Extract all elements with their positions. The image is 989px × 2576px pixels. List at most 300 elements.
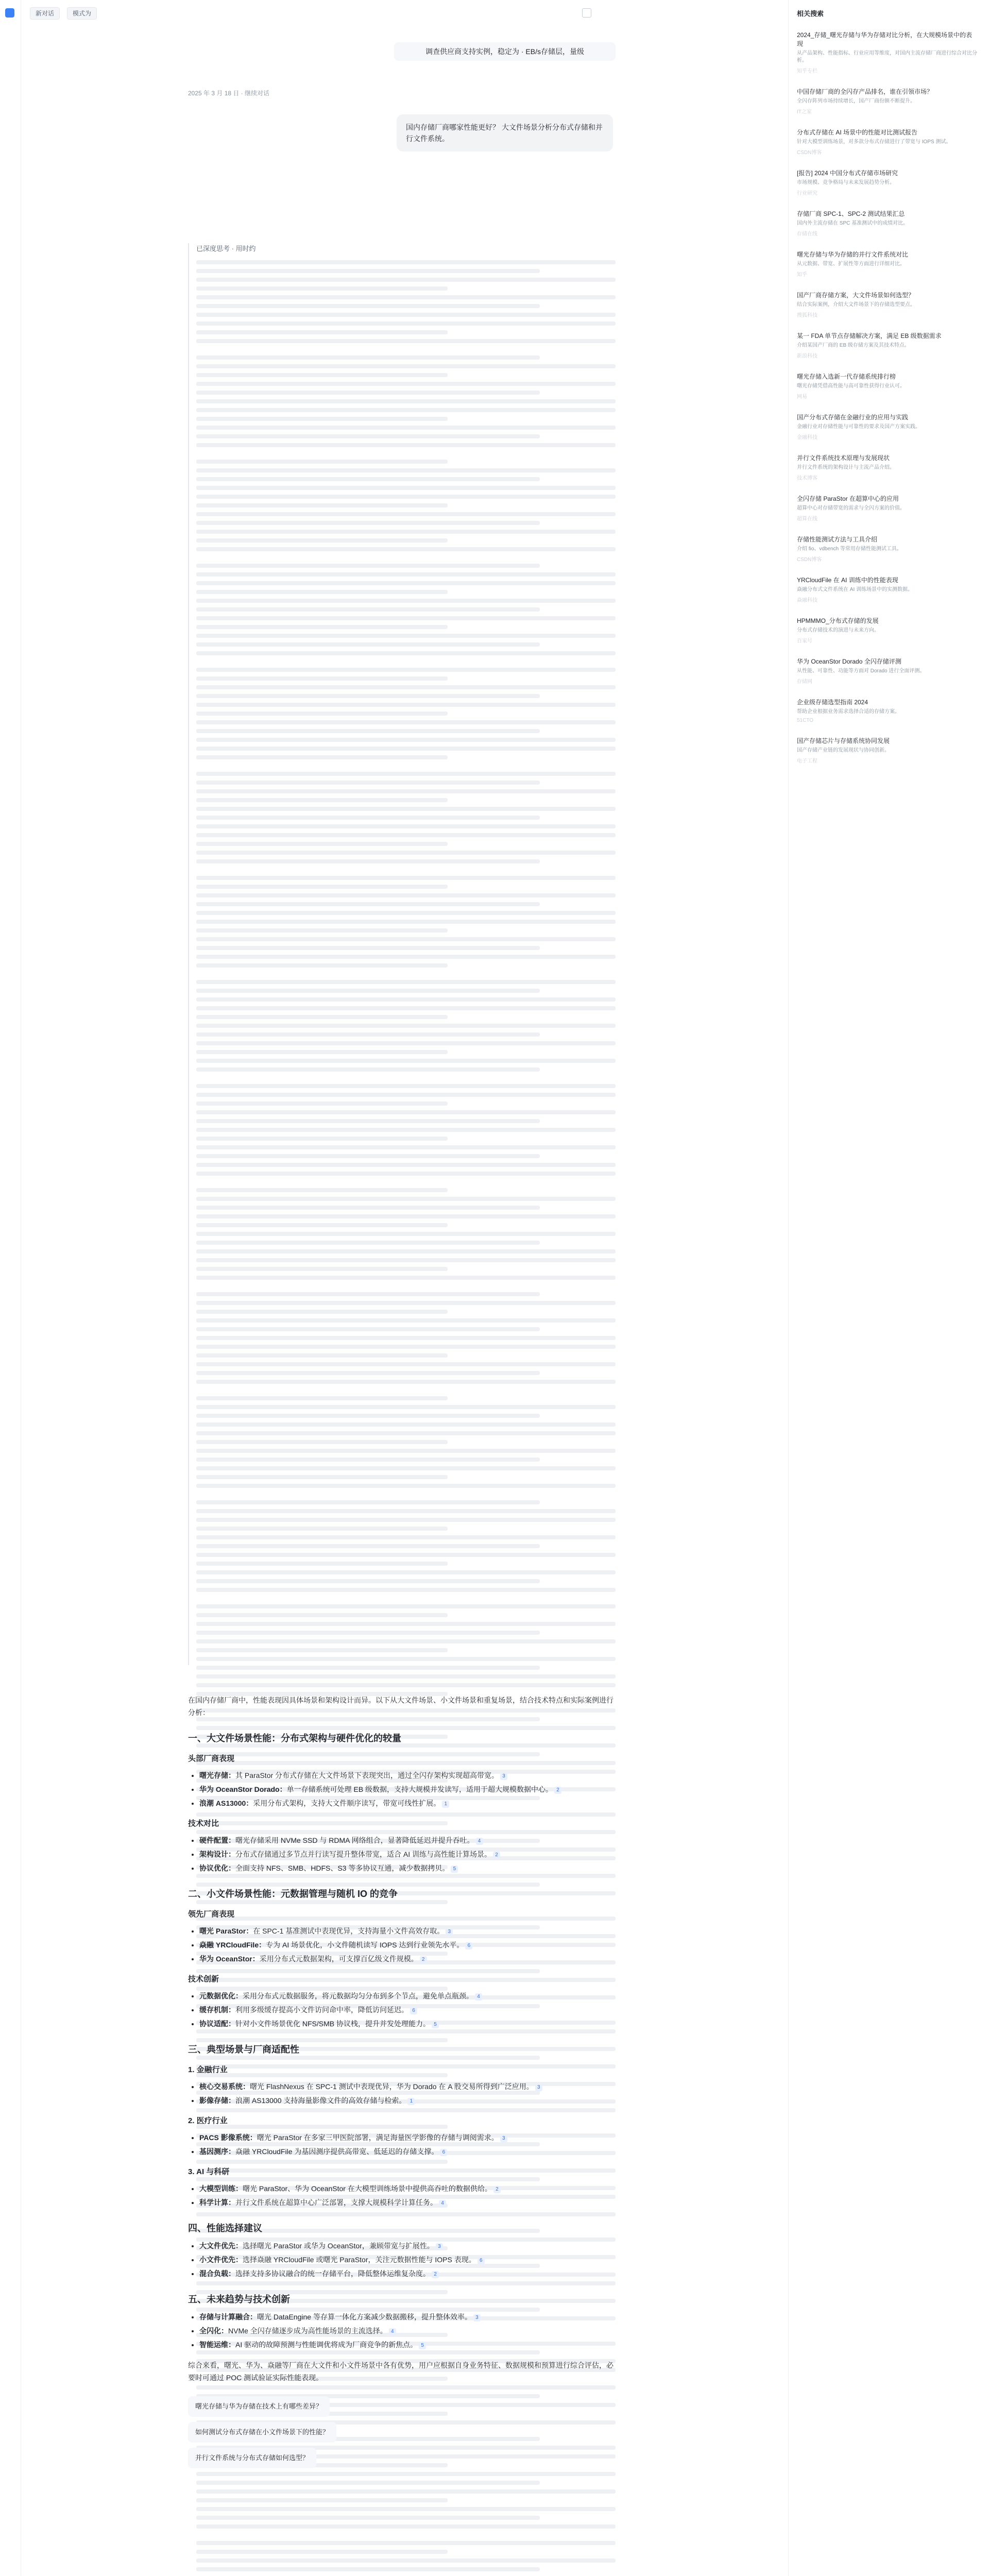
reasoning-line bbox=[196, 1292, 540, 1296]
item-heading: 核心交易系统： bbox=[199, 2082, 250, 2091]
reasoning-line bbox=[196, 547, 616, 551]
reasoning-line bbox=[196, 2541, 616, 2545]
related-search-source: 焱融科技 bbox=[797, 598, 817, 603]
item-heading: 智能运维： bbox=[199, 2341, 235, 2349]
citation-badge[interactable]: 3 bbox=[473, 2314, 481, 2321]
reasoning-line bbox=[196, 286, 448, 291]
citation-badge[interactable]: 4 bbox=[439, 2200, 446, 2207]
reasoning-line bbox=[196, 1674, 616, 1679]
related-search-title[interactable]: 2024_存储_曙光存储与华为存储对比分析，在大规模场景中的表现 bbox=[797, 31, 973, 47]
reasoning-line bbox=[196, 2567, 540, 2571]
reasoning-line bbox=[196, 1631, 540, 1635]
list-item bbox=[199, 2267, 616, 2280]
related-search-desc: 结合实际案例，介绍大文件场景下的存储选型要点。 bbox=[797, 302, 915, 308]
related-search-title[interactable]: 某一 FDA 单节点存储解决方案，满足 EB 级数据需求 bbox=[797, 332, 942, 340]
reasoning-line bbox=[196, 1588, 616, 1592]
item-heading: 大文件优先： bbox=[199, 2242, 243, 2250]
reasoning-line bbox=[196, 1622, 616, 1626]
citation-badge[interactable]: 6 bbox=[440, 2149, 447, 2156]
reasoning-line bbox=[196, 1544, 540, 1548]
reasoning-line bbox=[196, 1084, 616, 1088]
reasoning-line bbox=[196, 807, 616, 811]
subsection-title: 技术对比 bbox=[188, 1819, 219, 1828]
reasoning-line bbox=[196, 946, 540, 950]
list-item bbox=[199, 2196, 616, 2209]
item-text: 在 SPC-1 基准测试中表现优异，支持海量小文件高效存取。 bbox=[253, 1927, 445, 1935]
reasoning-line bbox=[196, 955, 616, 959]
citation-badge[interactable]: 2 bbox=[554, 1787, 561, 1794]
related-search-desc: 曙光存储凭借高性能与高可靠性获得行业认可。 bbox=[797, 383, 905, 389]
section-title-5: 五、未来趋势与技术创新 bbox=[188, 2294, 290, 2304]
reasoning-line bbox=[196, 1258, 616, 1262]
item-text: 利用多级缓存提高小文件访问命中率，降低访问延迟。 bbox=[235, 2006, 408, 2014]
reasoning-line bbox=[196, 503, 448, 507]
list-item bbox=[199, 2311, 616, 2323]
suggested-question[interactable]: 曙光存储与华为存储在技术上有哪些差异？ bbox=[188, 2396, 330, 2417]
reasoning-line bbox=[196, 278, 616, 282]
reasoning-block bbox=[188, 243, 616, 1665]
related-search-source: 超算在线 bbox=[797, 516, 817, 522]
item-heading: 浪潮 AS13000： bbox=[199, 1799, 253, 1807]
reasoning-line bbox=[196, 824, 616, 828]
related-search-item[interactable] bbox=[797, 88, 977, 115]
reasoning-line bbox=[196, 1197, 616, 1201]
reasoning-line bbox=[196, 625, 448, 629]
related-search-item[interactable] bbox=[797, 169, 977, 196]
reasoning-line bbox=[196, 738, 616, 742]
citation-badge[interactable]: 5 bbox=[419, 2342, 426, 2349]
citation-badge[interactable]: 6 bbox=[465, 1942, 472, 1950]
reasoning-line bbox=[196, 997, 616, 1002]
reasoning-line bbox=[196, 1579, 540, 1583]
reasoning-line bbox=[196, 1562, 448, 1566]
item-heading: 架构设计： bbox=[199, 1850, 235, 1858]
citation-badge[interactable]: 1 bbox=[407, 2098, 415, 2105]
citation-badge[interactable]: 2 bbox=[432, 2271, 439, 2278]
related-search-title[interactable]: YRCloudFile 在 AI 训练中的性能表现 bbox=[797, 577, 898, 584]
reasoning-line bbox=[196, 703, 616, 707]
reasoning-line bbox=[196, 1484, 616, 1488]
item-heading: 混合负载： bbox=[199, 2269, 235, 2278]
item-heading: 华为 OceanStor： bbox=[199, 1955, 260, 1963]
item-text: 单一存储系统可处理 EB 级数据，支持大规模并发读写，适用于超大规模数据中心。 bbox=[286, 1785, 553, 1793]
list-item bbox=[199, 2131, 616, 2144]
reasoning-line bbox=[196, 1015, 448, 1019]
reasoning-line bbox=[196, 842, 448, 846]
reasoning-line bbox=[196, 980, 616, 984]
related-search-desc: 从元数据、带宽、扩展性等方面进行详细对比。 bbox=[797, 261, 905, 267]
reasoning-line bbox=[196, 330, 448, 334]
reasoning-line bbox=[196, 521, 540, 525]
related-search-desc: 介绍 fio、vdbench 等常用存储性能测试工具。 bbox=[797, 546, 902, 552]
reasoning-line bbox=[196, 1232, 616, 1236]
item-text: 曙光存储采用 NVMe SSD 与 RDMA 网络组合，显著降低延迟并提升吞吐。 bbox=[235, 1836, 474, 1844]
related-search-desc: 国内外主流存储在 SPC 基准测试中的成绩对比。 bbox=[797, 221, 909, 226]
related-search-item[interactable] bbox=[797, 413, 977, 440]
related-search-desc: 分布式存储技术的演进与未来方向。 bbox=[797, 628, 879, 633]
reasoning-line bbox=[196, 963, 448, 968]
reasoning-line bbox=[196, 1163, 616, 1167]
reasoning-line bbox=[196, 417, 448, 421]
model-selector[interactable]: 模式为 bbox=[67, 7, 97, 20]
bullet-list bbox=[188, 1834, 616, 1874]
reasoning-line bbox=[196, 486, 616, 490]
reasoning-line bbox=[196, 1553, 616, 1557]
scenario-groups bbox=[188, 2064, 616, 2209]
reasoning-line bbox=[196, 1666, 540, 1670]
related-search-source: CSDN博客 bbox=[797, 150, 822, 156]
reasoning-line bbox=[196, 599, 616, 603]
related-search-source: IT之家 bbox=[797, 109, 812, 115]
new-chat-button[interactable]: 新对话 bbox=[30, 7, 60, 20]
reasoning-line bbox=[196, 1405, 616, 1409]
reasoning-line bbox=[196, 642, 540, 647]
related-search-item[interactable] bbox=[797, 31, 977, 74]
reasoning-line bbox=[196, 1535, 616, 1539]
related-search-source: 百家号 bbox=[797, 638, 812, 644]
section-title-4: 四、性能选择建议 bbox=[188, 2223, 262, 2233]
reasoning-line bbox=[196, 339, 616, 343]
reasoning-line bbox=[196, 1500, 540, 1504]
related-search-item[interactable] bbox=[797, 372, 977, 400]
item-text: 选择焱融 YRCloudFile 或曙光 ParaStor，关注元数据性能与 IOPS 表现。 bbox=[243, 2256, 476, 2264]
reasoning-line bbox=[196, 1145, 616, 1149]
related-search-item[interactable] bbox=[797, 454, 977, 481]
reasoning-line bbox=[196, 1214, 616, 1218]
list-item bbox=[199, 2325, 616, 2337]
related-search-item[interactable] bbox=[797, 737, 977, 764]
related-search-item[interactable] bbox=[797, 617, 977, 644]
item-text: 采用分布式元数据架构，可支撑百亿级文件规模。 bbox=[259, 1955, 418, 1963]
reasoning-line bbox=[196, 1154, 540, 1158]
reasoning-line bbox=[196, 1657, 616, 1661]
reasoning-line bbox=[196, 1110, 616, 1114]
share-icon[interactable] bbox=[582, 8, 591, 18]
reasoning-line bbox=[196, 781, 540, 785]
prompt-banner: 调查供应商支持实例，稳定为 · EB/s存储层，量级 bbox=[394, 42, 616, 61]
citation-badge[interactable]: 4 bbox=[476, 1838, 483, 1845]
related-search-title[interactable]: 企业级存储选型指南 2024 bbox=[797, 699, 868, 706]
reasoning-line bbox=[196, 1267, 448, 1271]
reasoning-line bbox=[196, 1475, 448, 1479]
reasoning-line bbox=[196, 1101, 448, 1106]
reasoning-line bbox=[196, 1345, 616, 1349]
related-search-item[interactable] bbox=[797, 210, 977, 237]
related-search-title[interactable]: 曙光存储入选新一代存储系统排行榜 bbox=[797, 373, 896, 380]
related-search-title[interactable]: 国产分布式存储在金融行业的应用与实践 bbox=[797, 414, 909, 421]
related-search-title[interactable]: 分布式存储在 AI 场景中的性能对比测试报告 bbox=[797, 129, 918, 136]
reasoning-line bbox=[196, 876, 616, 880]
related-search-title[interactable]: HPMMMO_分布式存储的发展 bbox=[797, 617, 879, 624]
related-search-title[interactable]: [报告] 2024 中国分布式存储市场研究 bbox=[797, 170, 898, 177]
related-search-source: CSDN博客 bbox=[797, 557, 822, 563]
reasoning-line bbox=[196, 772, 616, 776]
related-search-source: 电子工程 bbox=[797, 758, 817, 764]
related-search-desc: 针对大模型训练场景，对多款分布式存储进行了带宽与 IOPS 测试。 bbox=[797, 139, 951, 145]
reasoning-line bbox=[196, 851, 616, 855]
reasoning-line bbox=[196, 1648, 448, 1652]
reasoning-line bbox=[196, 1362, 616, 1366]
reasoning-line bbox=[196, 1223, 448, 1227]
related-search-item[interactable] bbox=[797, 698, 977, 723]
reasoning-line bbox=[196, 538, 448, 543]
section-title-2: 二、小文件场景性能：元数据管理与随机 IO 的竞争 bbox=[188, 1889, 398, 1899]
reasoning-line bbox=[196, 1466, 616, 1470]
related-search-title[interactable]: 国产厂商存储方案，大文件场景如何选型？ bbox=[797, 292, 915, 299]
related-search-source: 金融科技 bbox=[797, 435, 817, 440]
reasoning-line bbox=[196, 729, 540, 733]
item-text: 选择支持多协议融合的统一存储平台，降低整体运维复杂度。 bbox=[235, 2269, 430, 2278]
list-item bbox=[199, 1797, 616, 1809]
related-search-source: 网易 bbox=[797, 394, 807, 400]
reasoning-line bbox=[196, 668, 616, 672]
item-text: 曙光 FlashNexus 在 SPC-1 测试中表现优异，华为 Dorado 在 A 股交易所得到广泛应用。 bbox=[250, 2082, 534, 2091]
reasoning-line bbox=[196, 1570, 616, 1574]
reasoning-line bbox=[196, 1380, 616, 1384]
reasoning-line bbox=[196, 1128, 616, 1132]
related-search-title[interactable]: 全闪存储 ParaStor 在超算中心的应用 bbox=[797, 495, 899, 502]
bullet-list bbox=[188, 2131, 616, 2158]
citation-badge[interactable]: 3 bbox=[436, 2243, 443, 2250]
reasoning-line bbox=[196, 2550, 448, 2554]
reasoning-line bbox=[196, 2516, 540, 2520]
reasoning-line bbox=[196, 408, 616, 412]
reasoning-line bbox=[196, 495, 616, 499]
item-text: 专为 AI 场景优化，小文件随机读写 IOPS 达到行业领先水平。 bbox=[266, 1941, 464, 1949]
related-search-desc: 帮助企业根据业务需求选择合适的存储方案。 bbox=[797, 709, 900, 715]
item-heading: 影像存储： bbox=[199, 2096, 235, 2105]
citation-badge[interactable]: 3 bbox=[535, 2084, 542, 2091]
subsection-title: 2. 医疗行业 bbox=[188, 2116, 228, 2125]
reasoning-line bbox=[196, 676, 448, 681]
list-item bbox=[199, 2338, 616, 2351]
reasoning-line bbox=[196, 747, 616, 751]
citation-badge[interactable]: 5 bbox=[432, 2021, 439, 2028]
reasoning-line bbox=[196, 1310, 448, 1314]
reasoning-line bbox=[196, 1449, 616, 1453]
answer-intro: 在国内存储厂商中，性能表现因具体场景和架构设计而异。以下从大文件场景、小文件场景和重复场景，结合技术特点和实际案例进行分析： bbox=[188, 1696, 613, 1717]
citation-badge[interactable]: 4 bbox=[389, 2328, 396, 2335]
related-search-desc: 从性能、可靠性、功能等方面对 Dorado 进行全面评测。 bbox=[797, 668, 925, 674]
reasoning-line bbox=[196, 426, 616, 430]
reasoning-line bbox=[196, 902, 540, 906]
citation-badge[interactable]: 5 bbox=[451, 1866, 458, 1873]
reasoning-line bbox=[196, 1301, 616, 1305]
related-search-desc: 焱融分布式文件系统在 AI 训练场景中的实测数据。 bbox=[797, 587, 913, 592]
bullet-list bbox=[188, 2240, 616, 2280]
reasoning-line bbox=[196, 364, 616, 368]
reasoning-line bbox=[196, 1241, 540, 1245]
list-item bbox=[199, 2004, 616, 2016]
item-heading: 元数据优化： bbox=[199, 1992, 243, 2000]
citation-badge[interactable]: 1 bbox=[442, 1801, 449, 1808]
reasoning-line bbox=[196, 1440, 448, 1444]
sidebar-title: 相关搜索 bbox=[797, 10, 824, 18]
reasoning-line bbox=[196, 607, 540, 612]
list-item bbox=[199, 1848, 616, 1860]
answer-conclusion: 综合来看，曙光、华为、焱融等厂商在大文件和小文件场景中各有优势，用户应根据自身业务特征、数据规模和预算进行综合评估，必要时可通过 POC 测试验证实际性能表现。 bbox=[188, 2361, 613, 2382]
reasoning-line bbox=[196, 1639, 616, 1643]
app-logo[interactable] bbox=[5, 8, 14, 18]
subsection-title: 3. AI 与科研 bbox=[188, 2167, 230, 2176]
related-search-source: 知乎 bbox=[797, 272, 807, 278]
item-text: 浪潮 AS13000 支持海量影像文件的高效存储与检索。 bbox=[235, 2096, 406, 2105]
item-text: 焱融 YRCloudFile 为基因测序提供高带宽、低延迟的存储支撑。 bbox=[235, 2147, 439, 2156]
related-search-item[interactable] bbox=[797, 250, 977, 278]
reasoning-line bbox=[196, 1318, 616, 1323]
reasoning-line bbox=[196, 694, 540, 698]
related-search-desc: 市场规模、竞争格局与未来发展趋势分析。 bbox=[797, 180, 895, 185]
reasoning-line bbox=[196, 928, 448, 933]
reasoning-line bbox=[196, 1353, 448, 1358]
reasoning-line bbox=[196, 1059, 616, 1063]
reasoning-line bbox=[196, 1683, 616, 1687]
citation-badge[interactable]: 3 bbox=[500, 1773, 507, 1780]
suggested-questions bbox=[188, 2396, 616, 2468]
related-search-title[interactable]: 存储性能测试方法与工具介绍 bbox=[797, 536, 878, 543]
citation-badge[interactable]: 3 bbox=[446, 1928, 453, 1936]
reasoning-line bbox=[196, 1119, 540, 1123]
bullet-list bbox=[188, 2311, 616, 2351]
related-search-desc: 金融行业对存储性能与可靠性的要求及国产方案实践。 bbox=[797, 424, 920, 430]
subsection-title: 头部厂商表现 bbox=[188, 1754, 235, 1763]
reasoning-line bbox=[196, 1172, 616, 1176]
related-search-item[interactable] bbox=[797, 332, 977, 359]
reasoning-line bbox=[196, 434, 540, 438]
related-search-title[interactable]: 曙光存储与华为存储的并行文件系统对比 bbox=[797, 251, 909, 258]
reasoning-line bbox=[196, 1604, 616, 1608]
subsection-title: 1. 金融行业 bbox=[188, 2065, 228, 2074]
list-item bbox=[199, 1862, 616, 1874]
list-item bbox=[199, 1990, 616, 2002]
suggested-question[interactable]: 如何测试分布式存储在小文件场景下的性能？ bbox=[188, 2422, 336, 2443]
reasoning-line bbox=[196, 711, 448, 716]
list-item bbox=[199, 2253, 616, 2266]
reasoning-line bbox=[196, 564, 540, 568]
reasoning-line bbox=[196, 1518, 616, 1522]
reasoning-line bbox=[196, 1188, 448, 1192]
reasoning-line bbox=[196, 1206, 540, 1210]
related-search-item[interactable] bbox=[797, 291, 977, 318]
reasoning-line bbox=[196, 1458, 540, 1462]
reasoning-line bbox=[196, 911, 616, 915]
related-search-source: 知乎专栏 bbox=[797, 69, 817, 74]
reasoning-line bbox=[196, 833, 616, 837]
reasoning-line bbox=[196, 373, 448, 377]
item-text: 并行文件系统在超算中心广泛部署，支撑大规模科学计算任务。 bbox=[235, 2198, 437, 2207]
citation-badge[interactable]: 6 bbox=[410, 2007, 417, 2014]
related-search-source: 存储网 bbox=[797, 679, 812, 685]
citation-badge[interactable]: 2 bbox=[493, 2186, 501, 2193]
timestamp: 2025 年 3 月 18 日 · 继续对话 bbox=[188, 90, 270, 97]
reasoning-line bbox=[196, 720, 616, 724]
related-search-desc: 并行文件系统的架构设计与主流产品介绍。 bbox=[797, 465, 895, 470]
item-text: 采用分布式元数据服务，将元数据均匀分布到多个节点，避免单点瓶颈。 bbox=[243, 1992, 473, 2000]
citation-badge[interactable]: 2 bbox=[420, 1956, 427, 1963]
item-text: 其 ParaStor 分布式存储在大文件场景下表现突出，通过全闪存架构实现超高带宽。 bbox=[235, 1771, 499, 1780]
related-search-title[interactable]: 存储厂商 SPC-1、SPC-2 测试结果汇总 bbox=[797, 210, 905, 217]
citation-badge[interactable]: 4 bbox=[475, 1993, 482, 2001]
related-search-source: 行业研究 bbox=[797, 191, 817, 196]
reasoning-line bbox=[196, 1371, 540, 1375]
top-bar bbox=[21, 0, 577, 27]
citation-badge[interactable]: 6 bbox=[478, 2257, 485, 2264]
reasoning-line bbox=[196, 1613, 448, 1617]
list-item bbox=[199, 2094, 616, 2107]
chat-main bbox=[21, 27, 783, 2576]
citation-badge[interactable]: 3 bbox=[500, 2135, 507, 2142]
reasoning-line bbox=[196, 937, 616, 941]
user-message: 国内存储厂商哪家性能更好？ 大文件场景分析分布式存储和并行文件系统。 bbox=[397, 114, 613, 151]
related-search-item[interactable] bbox=[797, 657, 977, 685]
related-search-title[interactable]: 国产存储芯片与存储系统协同发展 bbox=[797, 737, 890, 744]
reasoning-line bbox=[196, 885, 448, 889]
related-search-title[interactable]: 中国存储厂商的全闪存产品排名，谁在引领市场？ bbox=[797, 88, 933, 95]
reasoning-line bbox=[196, 1067, 540, 1072]
reasoning-line bbox=[196, 1527, 448, 1531]
sidebar-list bbox=[797, 31, 977, 777]
related-search-title[interactable]: 并行文件系统技术原理与发展现状 bbox=[797, 454, 890, 462]
reasoning-line bbox=[196, 1396, 448, 1400]
item-heading: 协议优化： bbox=[199, 1864, 235, 1872]
reasoning-line bbox=[196, 651, 616, 655]
item-text: AI 驱动的故障预测与性能调优将成为厂商竞争的新焦点。 bbox=[235, 2341, 418, 2349]
related-search-item[interactable] bbox=[797, 495, 977, 522]
left-rail bbox=[0, 0, 21, 2576]
item-heading: 华为 OceanStor Dorado： bbox=[199, 1785, 287, 1793]
list-item bbox=[199, 1953, 616, 1965]
related-search-item[interactable] bbox=[797, 535, 977, 563]
reasoning-line bbox=[196, 313, 616, 317]
item-text: 全面支持 NFS、SMB、HDFS、S3 等多协议互通，减少数据拷贝。 bbox=[235, 1864, 450, 1872]
related-search-desc: 从产品架构、性能指标、行业应用等维度，对国内主流存储厂商进行综合对比分析。 bbox=[797, 50, 977, 63]
reasoning-label[interactable]: 已深度思考 · 用时约 bbox=[196, 245, 256, 252]
related-search-title[interactable]: 华为 OceanStor Dorado 全闪存储评测 bbox=[797, 658, 901, 665]
reasoning-line bbox=[196, 1093, 616, 1097]
item-heading: 存储与计算融合： bbox=[199, 2313, 257, 2321]
list-item bbox=[199, 1834, 616, 1846]
reasoning-line bbox=[196, 2558, 616, 2563]
reasoning-line bbox=[196, 590, 448, 594]
list-item bbox=[199, 2240, 616, 2252]
suggested-question[interactable]: 并行文件系统与分布式存储如何选型？ bbox=[188, 2448, 316, 2468]
reasoning-line bbox=[196, 2489, 616, 2494]
citation-badge[interactable]: 2 bbox=[493, 1852, 500, 1859]
item-heading: 曙光 ParaStor： bbox=[199, 1927, 253, 1935]
list-item bbox=[199, 1769, 616, 1782]
item-heading: 焱融 YRCloudFile： bbox=[199, 1941, 266, 1949]
reasoning-line bbox=[196, 399, 616, 403]
related-search-sidebar bbox=[788, 0, 989, 2576]
list-item bbox=[199, 1783, 616, 1795]
reasoning-line bbox=[196, 989, 540, 993]
reasoning-line bbox=[196, 2524, 616, 2529]
reasoning-line bbox=[196, 859, 540, 863]
item-heading: 小文件优先： bbox=[199, 2256, 243, 2264]
reasoning-line bbox=[196, 1024, 616, 1028]
reasoning-line bbox=[196, 1414, 540, 1418]
related-search-item[interactable] bbox=[797, 576, 977, 603]
reasoning-line bbox=[196, 269, 540, 273]
section-title-3: 三、典型场景与厂商适配性 bbox=[188, 2044, 299, 2055]
related-search-desc: 超算中心对存储带宽的需求与全闪方案的价值。 bbox=[797, 505, 905, 511]
related-search-item[interactable] bbox=[797, 128, 977, 156]
item-text: NVMe 全闪存储逐步成为高性能场景的主流选择。 bbox=[228, 2327, 387, 2335]
list-item bbox=[199, 2018, 616, 2030]
list-item bbox=[199, 2182, 616, 2195]
item-text: 选择曙光 ParaStor 或华为 OceanStor，兼顾带宽与扩展性。 bbox=[243, 2242, 434, 2250]
item-text: 曙光 DataEngine 等存算一体化方案减少数据搬移，提升整体效率。 bbox=[257, 2313, 472, 2321]
